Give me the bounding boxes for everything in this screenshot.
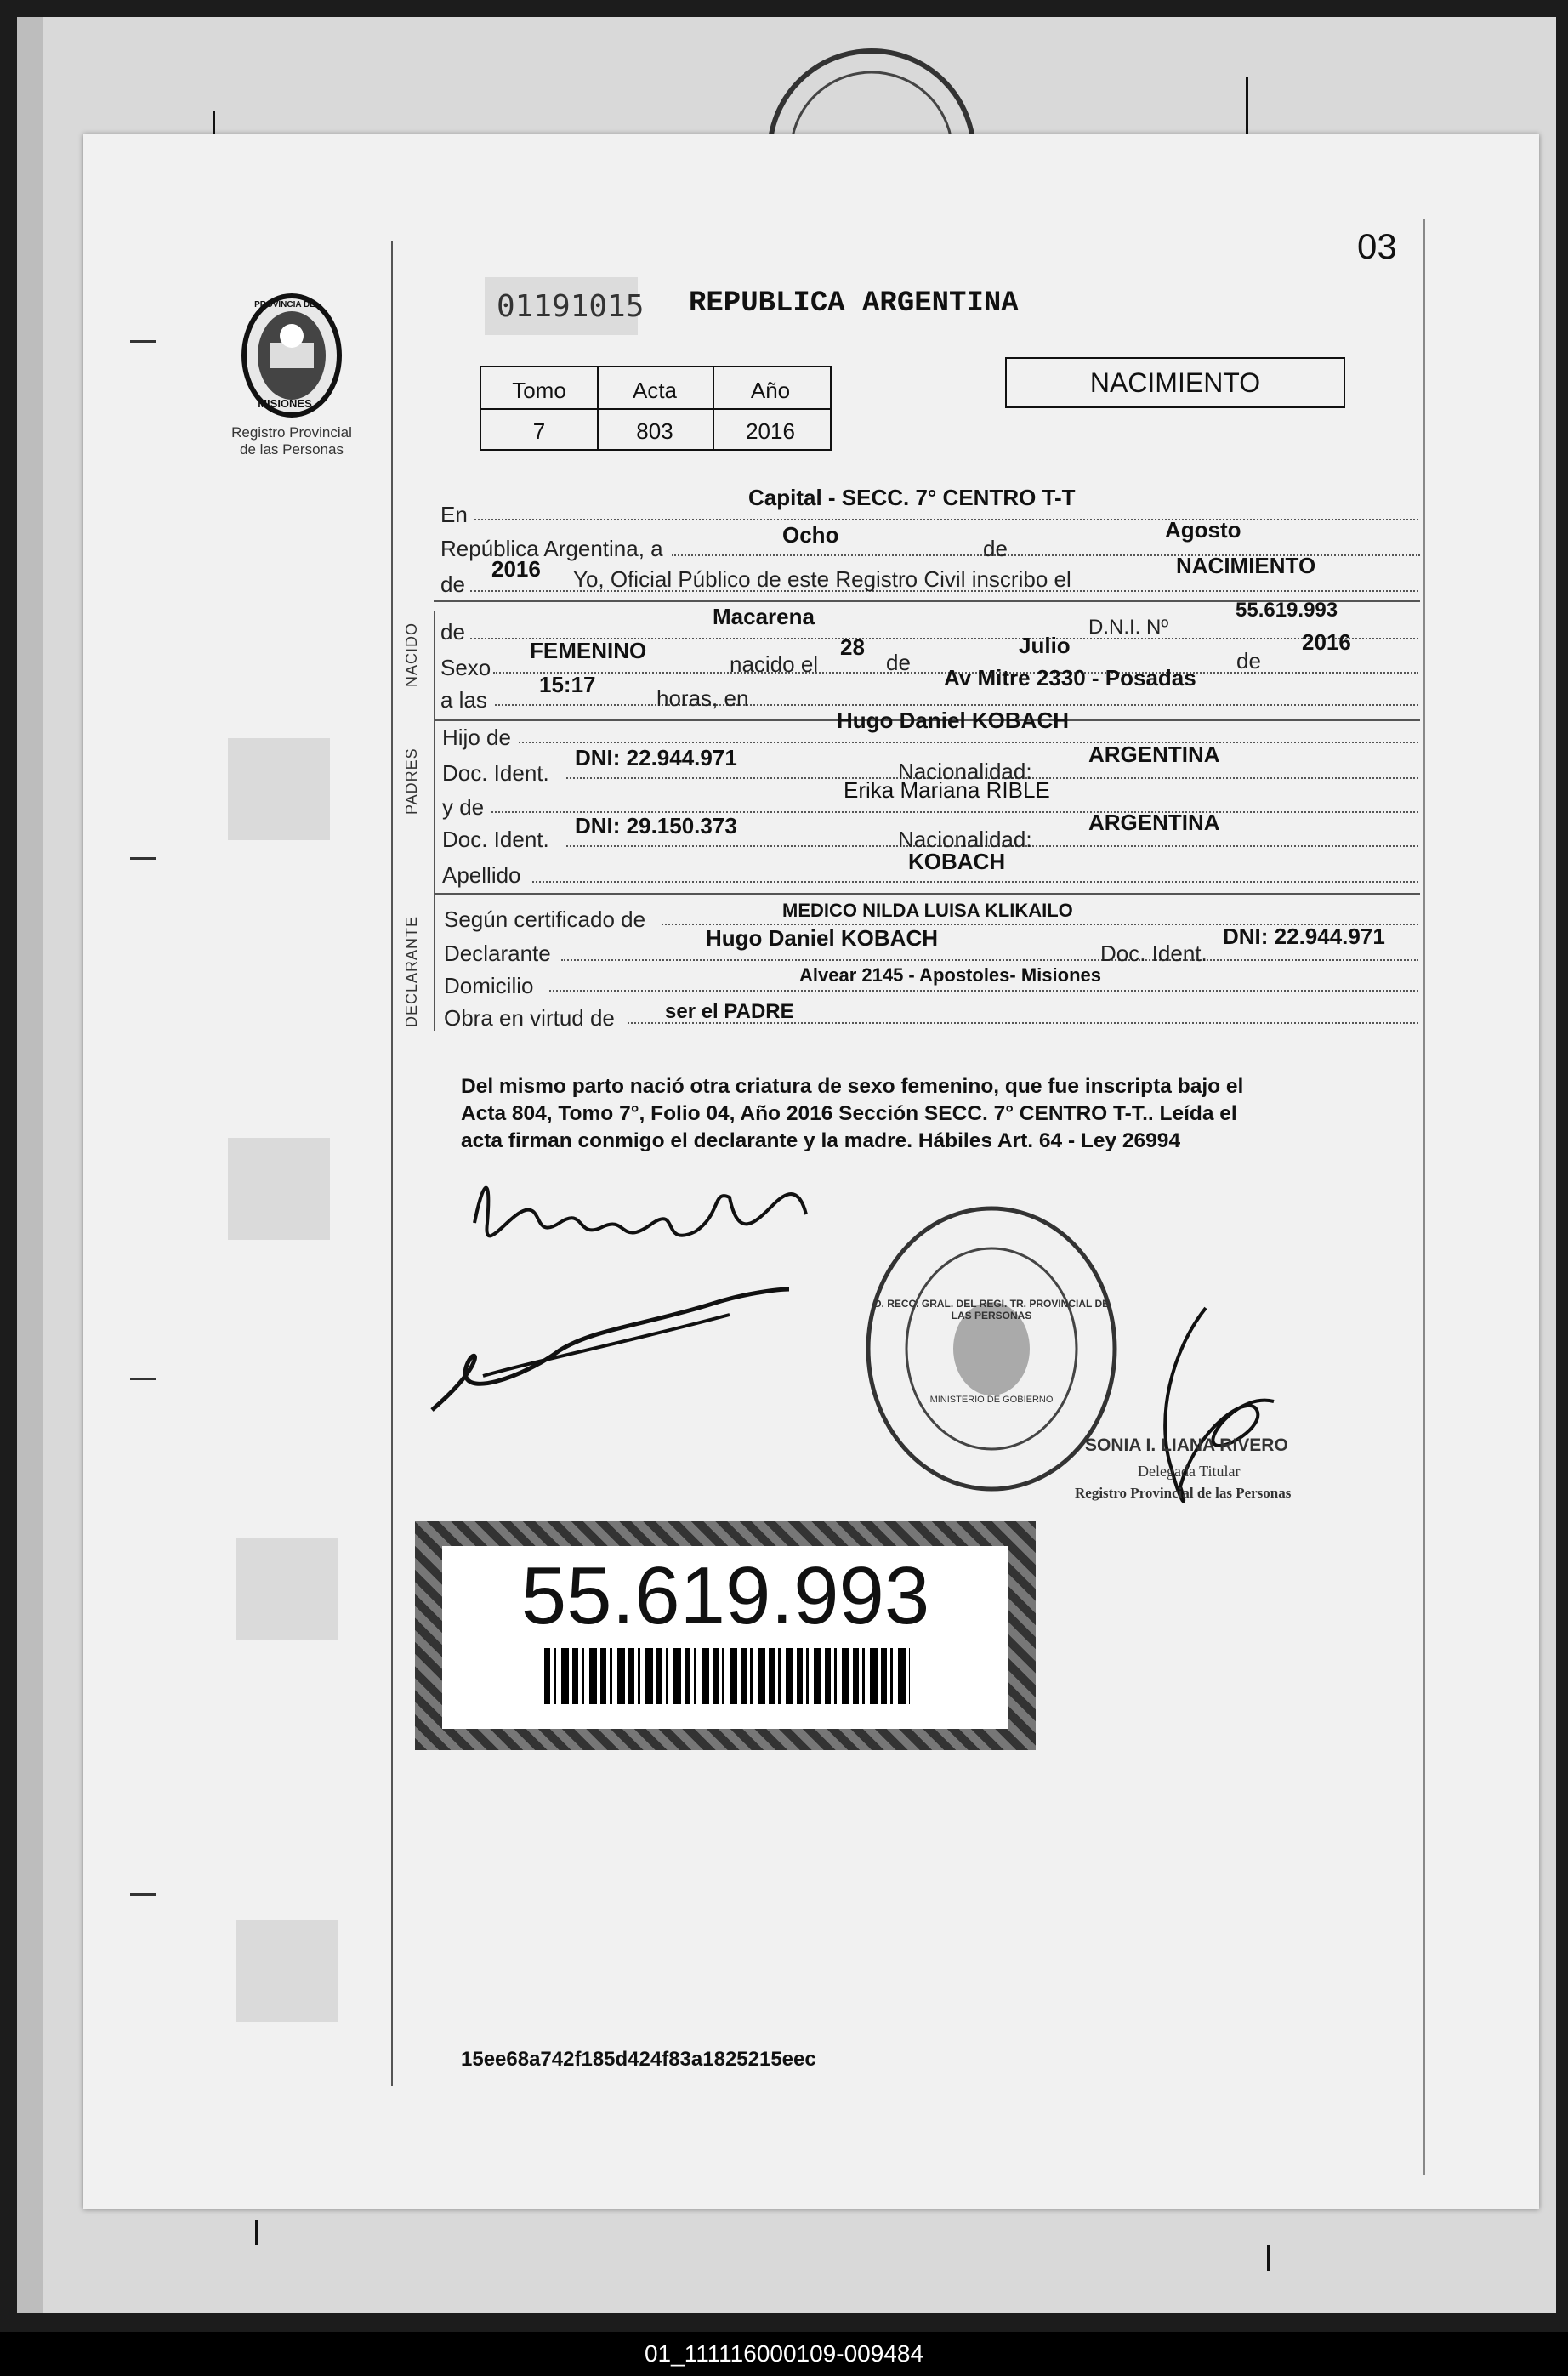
en-label: En — [440, 502, 468, 527]
field-line — [532, 881, 1418, 883]
barcode-number: 55.619.993 — [520, 1550, 930, 1641]
section-divider — [434, 893, 1420, 895]
day-value: Ocho — [782, 522, 839, 548]
declarante-label: Declarante — [444, 941, 551, 966]
logo-caption-2: de las Personas — [240, 441, 344, 458]
ghost-logo-icon — [228, 1138, 330, 1240]
father-doc: DNI: 22.944.971 — [575, 745, 737, 770]
barcode-panel — [442, 1546, 1008, 1729]
dni-label: D.N.I. Nº — [1088, 616, 1169, 639]
document-hash: 15ee68a742f185d424f83a1825215eec — [461, 2048, 816, 2071]
field-line — [474, 519, 1418, 520]
margin-rule — [391, 241, 393, 2086]
declarante-doc-label: Doc. Ident. — [1100, 941, 1207, 966]
margin-tick — [130, 340, 156, 343]
birth-certificate-page — [83, 134, 1539, 2209]
seal-text-bottom: MISIONES — [258, 397, 312, 410]
mother-nationality: ARGENTINA — [1088, 810, 1220, 835]
section-rule — [434, 903, 435, 1031]
mother-doc: DNI: 29.150.373 — [575, 813, 737, 838]
official-stamp — [864, 1204, 1119, 1493]
serial-box — [485, 277, 645, 335]
obra-label: Obra en virtud de — [444, 1005, 615, 1031]
de-label-2: de — [440, 571, 465, 597]
logo-caption-1: Registro Provincial — [231, 424, 352, 441]
horas-label: horas, en — [656, 685, 749, 711]
sexo-label: Sexo — [440, 655, 491, 680]
cert-value: MEDICO NILDA LUISA KLIKAILO — [782, 900, 1073, 921]
registry-table — [480, 366, 832, 451]
official-org: Registro Provincial de las Personas — [1075, 1485, 1292, 1501]
birth-day: 28 — [840, 634, 865, 660]
note-line: Acta 804, Tomo 7°, Folio 04, Año 2016 Sección SECC. 7° CENTRO T-T.. Leída el — [461, 1102, 1237, 1125]
birth-year: 2016 — [1302, 629, 1351, 655]
father-doc-label: Doc. Ident. — [442, 760, 549, 786]
province-logo — [224, 292, 360, 458]
a-las-label: a las — [440, 687, 487, 713]
table-value-acta: 803 — [636, 418, 673, 444]
table-header-tomo: Tomo — [512, 378, 566, 403]
page-number: 03 — [1357, 226, 1397, 266]
father-name: Hugo Daniel KOBACH — [837, 708, 1069, 733]
back-page-rule — [1267, 2245, 1270, 2271]
ghost-logo-icon — [236, 1920, 338, 2022]
child-name: Macarena — [713, 604, 815, 629]
act-type-box — [1005, 357, 1345, 408]
father-nationality: ARGENTINA — [1088, 742, 1220, 767]
declarante-signature-icon — [457, 1163, 832, 1274]
document-id-footer: 01_111116000109-009484 — [0, 2332, 1568, 2376]
margin-tick — [130, 1378, 156, 1380]
stamp-icon — [864, 1204, 1119, 1493]
ghost-logo-icon — [228, 738, 330, 840]
note-line: Del mismo parto nació otra criatura de sexo femenino, que fue inscripta bajo el — [461, 1075, 1244, 1098]
margin-tick — [130, 1893, 156, 1896]
de-label-3: de — [886, 650, 911, 675]
de-label: de — [983, 536, 1008, 561]
serial-number: 01191015 — [497, 289, 645, 324]
note-paragraph — [461, 1073, 1413, 1155]
inscribe-value: NACIMIENTO — [1176, 553, 1316, 578]
y-de-label: y de — [442, 794, 485, 820]
note-line: acta firman conmigo el declarante y la madre. Hábiles Art. 64 - Ley 26994 — [461, 1129, 1181, 1152]
back-page-rule — [255, 2220, 258, 2245]
birth-place: Av Mitre 2330 - Posadas — [944, 665, 1196, 691]
father-nat-label: Nacionalidad: — [898, 759, 1032, 784]
field-line — [549, 990, 1418, 992]
act-type: NACIMIENTO — [1089, 367, 1261, 398]
mother-name: Erika Mariana RIBLE — [844, 777, 1050, 803]
field-line — [561, 959, 1418, 961]
child-dni: 55.619.993 — [1236, 599, 1338, 622]
table-value-ano: 2016 — [746, 418, 795, 444]
apellido-value: KOBACH — [908, 849, 1006, 874]
declarante-value: Hugo Daniel KOBACH — [706, 925, 938, 951]
declarante-doc: DNI: 22.944.971 — [1223, 924, 1385, 949]
apellido-label: Apellido — [442, 862, 521, 888]
nacido-section-label: NACIDO — [403, 622, 420, 687]
month-value: Agosto — [1165, 517, 1241, 543]
domicilio-value: Alvear 2145 - Apostoles- Misiones — [799, 964, 1101, 986]
margin-tick — [130, 857, 156, 860]
sexo-value: FEMENINO — [530, 638, 647, 663]
official-initials-signature-icon — [423, 1282, 798, 1418]
padres-section-label: PADRES — [403, 747, 420, 815]
cert-label: Según certificado de — [444, 907, 646, 932]
declarante-section-label: DECLARANTE — [403, 915, 420, 1027]
name-label: de — [440, 619, 465, 645]
oficial-text: Yo, Oficial Público de este Registro Civil inscribo el — [573, 566, 1071, 592]
official-title: Delegada Titular — [1138, 1463, 1241, 1480]
table-header-acta: Acta — [632, 378, 678, 403]
right-rule — [1423, 219, 1425, 2175]
domicilio-label: Domicilio — [444, 973, 534, 998]
mother-doc-label: Doc. Ident. — [442, 827, 549, 852]
republica-label: República Argentina, a — [440, 536, 663, 561]
year-value: 2016 — [491, 556, 541, 582]
obra-value: ser el PADRE — [665, 1000, 794, 1023]
official-name: SONIA I. LIANA RIVERO — [1085, 1435, 1288, 1455]
field-line — [495, 704, 1418, 706]
place-value: Capital - SECC. 7° CENTRO T-T — [748, 485, 1076, 510]
nacido-el-label: nacido el — [730, 651, 819, 677]
country-heading: REPUBLICA ARGENTINA — [689, 287, 1019, 320]
de-label-4: de — [1236, 648, 1261, 674]
barcode-label — [415, 1521, 1036, 1750]
birth-month: Julio — [1019, 633, 1071, 658]
stamp-inner-text: MINISTERIO DE GOBIERNO — [929, 1395, 1054, 1405]
field-line — [519, 742, 1418, 743]
table-value-tomo: 7 — [532, 418, 546, 444]
seal-text-top: PROVINCIA DE — [254, 300, 315, 310]
hijo-de-label: Hijo de — [442, 725, 511, 750]
mother-nat-label: Nacionalidad: — [898, 827, 1032, 852]
ghost-logo-icon — [236, 1538, 338, 1640]
birth-time: 15:17 — [539, 672, 596, 697]
stamp-ring-text: D. RECC. GRAL. DEL REGI. TR. PROVINCIAL DE LAS PERSONAS — [873, 1298, 1110, 1322]
table-header-ano: Año — [750, 378, 791, 403]
barcode-bars — [544, 1648, 910, 1704]
